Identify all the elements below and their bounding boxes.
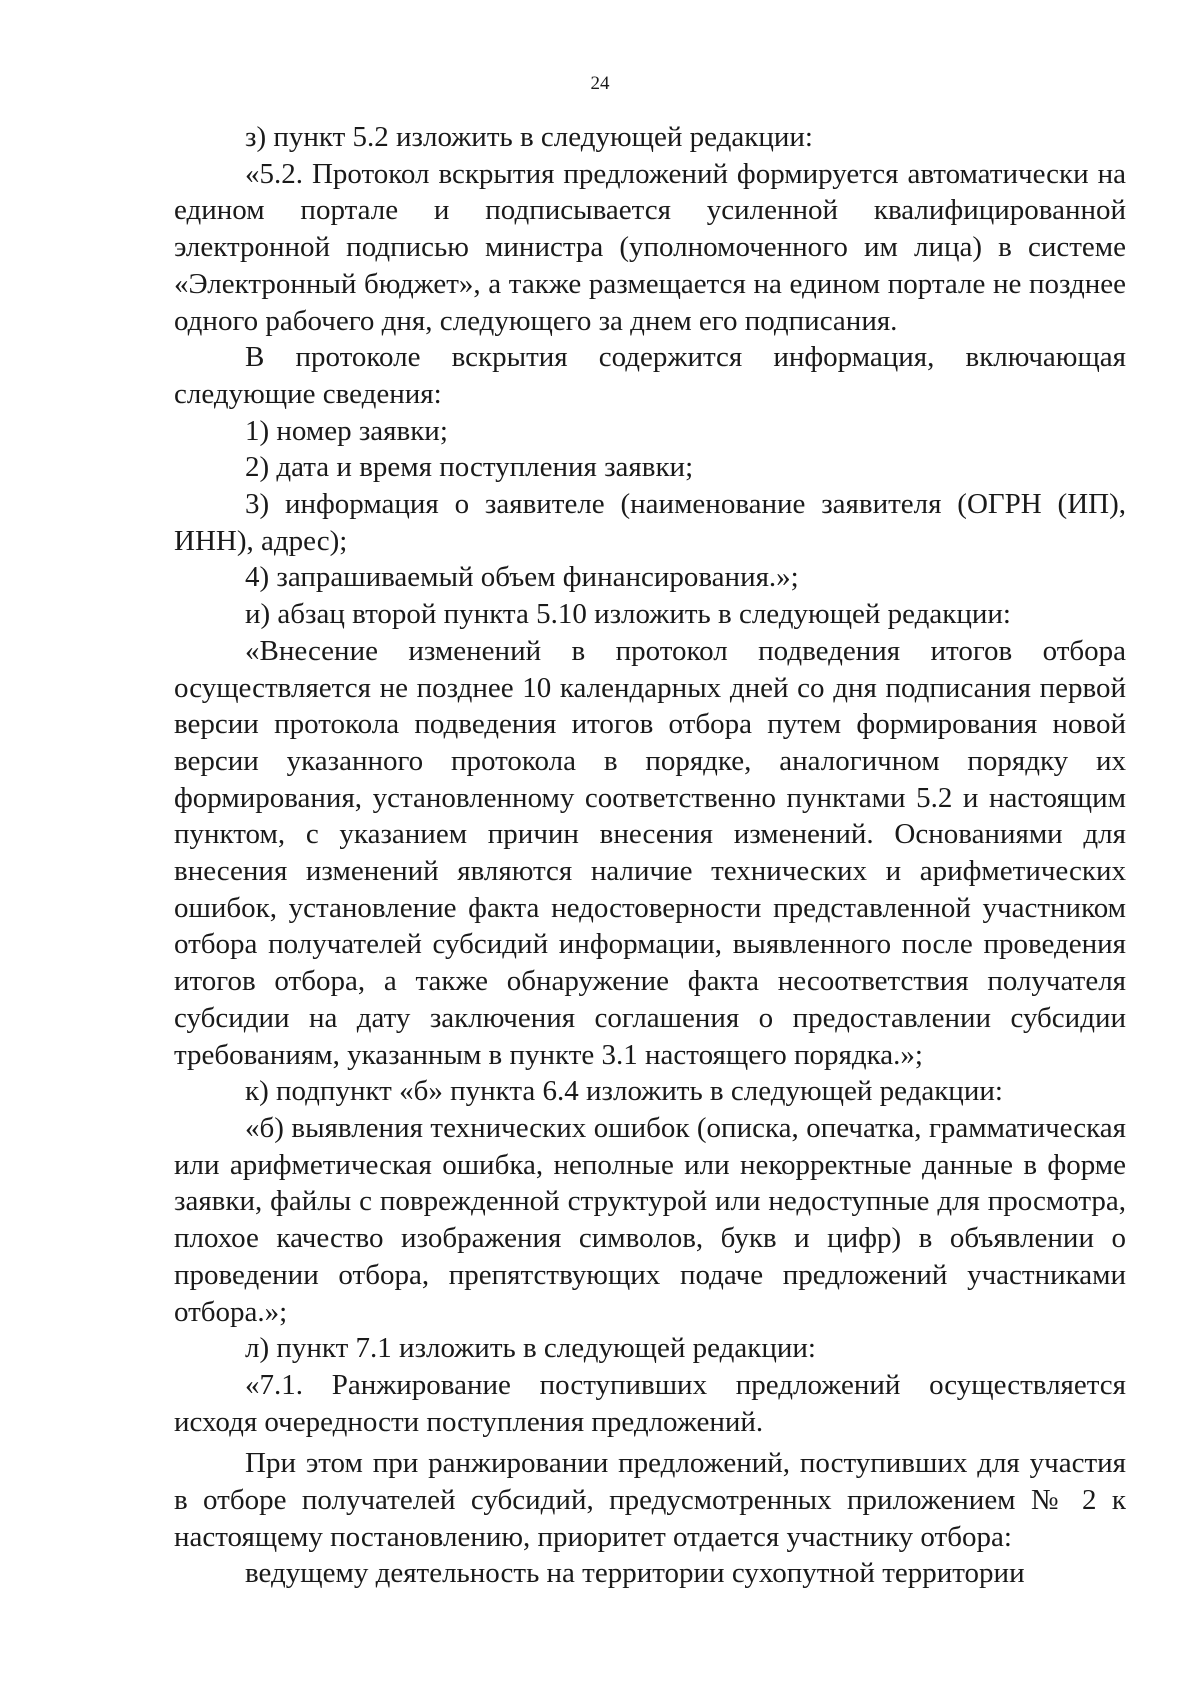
paragraph-item-l: л) пункт 7.1 изложить в следующей редакции: <box>245 1332 816 1365</box>
paragraph-technical-errors: «б) выявления технических ошибок (описка, опечатка, грамматическая или арифметическая ошибка, неполные или некорректные данные в форме заявки, файлы с поврежденной структурой или недоступные для просмотра, плохое качество изображения символов, букв и цифр) в объявлении о проведении отбора, препятствующих подаче предложений участниками отбора.»; <box>174 1111 1126 1328</box>
paragraph-protocol-contents: В протоколе вскрытия содержится информация, включающая следующие сведения: <box>174 341 1126 410</box>
page-number: 24 <box>590 73 610 94</box>
paragraph-ranking: «7.1. Ранжирование поступивших предложений осуществляется исходя очередности поступления предложений. <box>174 1368 1126 1438</box>
list-item-application-number: 1) номер заявки; <box>245 414 448 447</box>
paragraph-land-territory: ведущему деятельность на территории сухопутной территории <box>245 1557 1025 1590</box>
list-item-applicant-info: 3) информация о заявителе (наименование заявителя (ОГРН (ИП), ИНН), адрес); <box>174 488 1126 557</box>
document-body <box>174 119 1126 1592</box>
list-item-funding-volume: 4) запрашиваемый объем финансирования.»; <box>245 561 799 594</box>
paragraph-item-k: к) подпункт «б» пункта 6.4 изложить в следующей редакции: <box>245 1075 1003 1108</box>
paragraph-item-z: з) пункт 5.2 изложить в следующей редакции: <box>245 121 813 153</box>
list-item-application-date: 2) дата и время поступления заявки; <box>245 451 694 484</box>
paragraph-ranking-priority: При этом при ранжировании предложений, поступивших для участия в отборе получателей субсидий, предусмотренных приложением № 2 к настоящему постановлению, приоритет отдается участнику отбора: <box>174 1447 1126 1553</box>
paragraph-protocol-opening: «5.2. Протокол вскрытия предложений формируется автоматически на едином портале и подписывается усиленной квалифицированной электронной подписью министра (уполномоченного им лица) в системе «Электронный бюджет», а также размещается на едином портале не позднее одного рабочего дня, следующего за днем его подписания. <box>174 157 1126 337</box>
paragraph-protocol-changes: «Внесение изменений в протокол подведения итогов отбора осуществляется не позднее 10 календарных дней со дня подписания первой версии протокола подведения итогов отбора путем формирования новой версии указанного протокола в порядке, аналогичном порядку их формирования, установленному соответственно пунктами 5.2 и настоящим пунктом, с указанием причин внесения изменений. Основаниями для внесения изменений являются наличие технических и арифметических ошибок, установление факта недостоверности представленной участником отбора получателей субсидий информации, выявленного после проведения итогов отбора, а также обнаружение факта несоответствия получателя субсидии на дату заключения соглашения о предоставлении субсидии требованиям, указанным в пункте 3.1 настоящего порядка.»; <box>174 634 1126 1071</box>
paragraph-item-i: и) абзац второй пункта 5.10 изложить в следующей редакции: <box>245 598 1011 631</box>
